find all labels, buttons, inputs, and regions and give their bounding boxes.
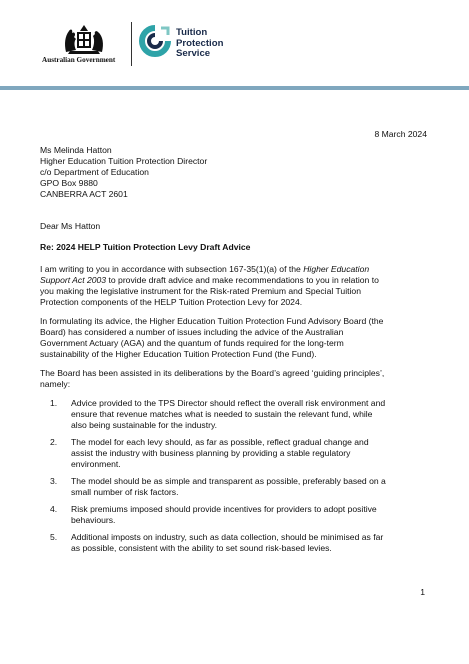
- list-number: 2.: [50, 437, 58, 447]
- page-number: 1: [420, 587, 425, 597]
- paragraph-line: sustainability of the Higher Education Tuition Protection Fund (the Fund).: [40, 349, 317, 359]
- address-line: GPO Box 9880: [40, 178, 98, 188]
- guiding-principles-list: [50, 398, 440, 560]
- australian-government-logo: [42, 22, 128, 68]
- paragraph-line: Support Act 2003 to provide draft advice and make recommendations to you in relation to: [40, 275, 379, 285]
- letter-date: 8 March 2024: [374, 129, 427, 139]
- letterhead: [0, 0, 469, 86]
- paragraph-line: Government Actuary (AGA) and the quantum of funds required for the long-term: [40, 338, 344, 348]
- list-number: 4.: [50, 504, 58, 514]
- paragraph-line: Board) has considered a number of issues including the advice of the Australian: [40, 327, 344, 337]
- tps-word-2: Protection: [176, 37, 224, 49]
- tps-mark-icon: [138, 24, 172, 60]
- government-name: Australian Government: [42, 56, 116, 64]
- list-number: 1.: [50, 398, 58, 408]
- act-title-part1: Higher Education: [303, 264, 370, 274]
- address-line: CANBERRA ACT 2601: [40, 189, 128, 199]
- list-item: 1. Advice provided to the TPS Director should reflect the overall risk environment and ensure that revenue matches what is needed to sustain the relevant fund, while also being sustainable for the industry.: [50, 398, 386, 430]
- coat-of-arms-icon: [62, 22, 106, 56]
- act-title-part2: Support Act 2003: [40, 275, 107, 285]
- paragraph-line: Protection components of the HELP Tuition Protection Levy for 2024.: [40, 297, 303, 307]
- logo-divider: [131, 22, 132, 66]
- paragraph-board: [40, 316, 434, 360]
- paragraph-intro: [40, 264, 434, 308]
- list-item: 5. Additional imposts on industry, such as data collection, should be minimised as far as possible, consistent with the ability to set sound risk-based levies.: [50, 532, 384, 553]
- paragraph-line: In formulating its advice, the Higher Education Tuition Protection Fund Advisory Board (the: [40, 316, 384, 326]
- paragraph-line: The Board has been assisted in its deliberations by the Board’s agreed ‘guiding principles’,: [40, 368, 385, 378]
- list-item: 3. The model should be as simple and transparent as possible, preferably based on a small number of risk factors.: [50, 476, 386, 497]
- list-item: 4. Risk premiums imposed should provide incentives for providers to adopt positive behaviours.: [50, 504, 377, 525]
- tps-word-3: Service: [176, 48, 211, 60]
- tps-word-1: Tuition: [176, 27, 208, 38]
- paragraph-line: namely:: [40, 379, 71, 389]
- recipient-address: [40, 145, 207, 200]
- tps-wordmark: [176, 28, 223, 60]
- address-line: c/o Department of Education: [40, 167, 149, 177]
- address-line: Higher Education Tuition Protection Director: [40, 156, 208, 166]
- list-number: 5.: [50, 532, 58, 542]
- header-rule: [0, 86, 469, 90]
- subject-line: Re: 2024 HELP Tuition Protection Levy Draft Advice: [40, 242, 251, 252]
- salutation: Dear Ms Hatton: [40, 221, 101, 231]
- paragraph-line: you making the legislative instrument for the Risk-rated Premium and Special Tuition: [40, 286, 361, 296]
- list-number: 3.: [50, 476, 58, 486]
- paragraph-line: I am writing to you in accordance with subsection 167-35(1)(a) of the Higher Education: [40, 264, 370, 274]
- list-item: 2. The model for each levy should, as far as possible, reflect gradual change and assist the industry with business planning by providing a stable regulatory environment.: [50, 437, 369, 469]
- address-line: Ms Melinda Hatton: [40, 145, 112, 155]
- paragraph-principles-intro: [40, 368, 434, 390]
